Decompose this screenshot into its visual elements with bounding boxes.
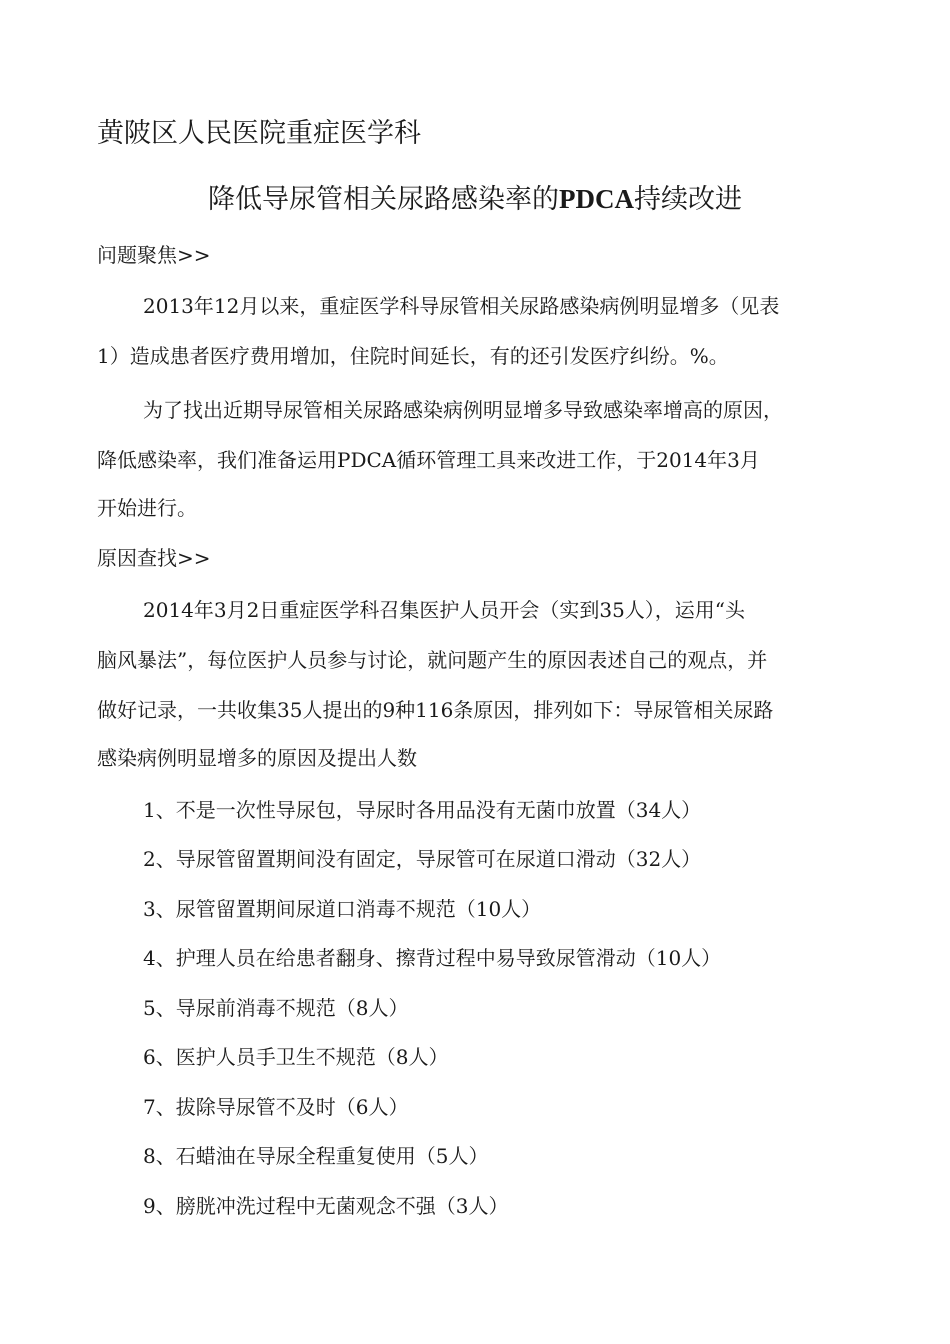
hospital-department: 黄陂区人民医院重症医学科 xyxy=(97,118,421,149)
cause-list-item: 4、护理人员在给患者翻身、擦背过程中易导致尿管滑动（10人） xyxy=(143,946,722,970)
paragraph-3-line-2: 脑风暴法”，每位医护人员参与讨论，就问题产生的原因表述自己的观点，并 xyxy=(97,648,768,672)
cause-list-item: 6、医护人员手卫生不规范（8人） xyxy=(143,1045,449,1069)
title-prefix: 降低导尿管相关尿路感染率的 xyxy=(208,184,559,215)
cause-list-item: 8、石蜡油在导尿全程重复使用（5人） xyxy=(143,1144,489,1168)
section-heading-focus: 问题聚焦>> xyxy=(97,243,211,267)
paragraph-1-line-2: 1）造成患者医疗费用增加，住院时间延长，有的还引发医疗纠纷。%。 xyxy=(97,344,729,368)
document-title xyxy=(0,180,950,219)
paragraph-3-line-4: 感染病例明显增多的原因及提出人数 xyxy=(97,746,417,770)
title-bold-term: PDCA xyxy=(559,184,634,214)
paragraph-2-line-3: 开始进行。 xyxy=(97,496,197,520)
cause-list-item: 3、尿管留置期间尿道口消毒不规范（10人） xyxy=(143,897,542,921)
paragraph-3-line-3: 做好记录，一共收集35人提出的9种116条原因，排列如下：导尿管相关尿路 xyxy=(97,698,774,722)
cause-list-item: 2、导尿管留置期间没有固定，导尿管可在尿道口滑动（32人） xyxy=(143,847,702,871)
cause-list-item: 9、膀胱冲洗过程中无菌观念不强（3人） xyxy=(143,1194,509,1218)
title-suffix: 持续改进 xyxy=(634,184,742,215)
cause-list-item: 7、拔除导尿管不及时（6人） xyxy=(143,1095,409,1119)
cause-list-item: 5、导尿前消毒不规范（8人） xyxy=(143,996,409,1020)
paragraph-1-line-1: 2013年12月以来，重症医学科导尿管相关尿路感染病例明显增多（见表 xyxy=(143,294,780,318)
cause-list-item: 1、不是一次性导尿包，导尿时各用品没有无菌巾放置（34人） xyxy=(143,798,702,822)
paragraph-2-line-2: 降低感染率，我们准备运用PDCA循环管理工具来改进工作，于2014年3月 xyxy=(97,448,760,472)
section-heading-cause: 原因查找>> xyxy=(97,546,211,570)
paragraph-2-line-1: 为了找出近期导尿管相关尿路感染病例明显增多导致感染率增高的原因， xyxy=(143,398,783,422)
paragraph-3-line-1: 2014年3月2日重症医学科召集医护人员开会（实到35人），运用“头 xyxy=(143,598,746,622)
